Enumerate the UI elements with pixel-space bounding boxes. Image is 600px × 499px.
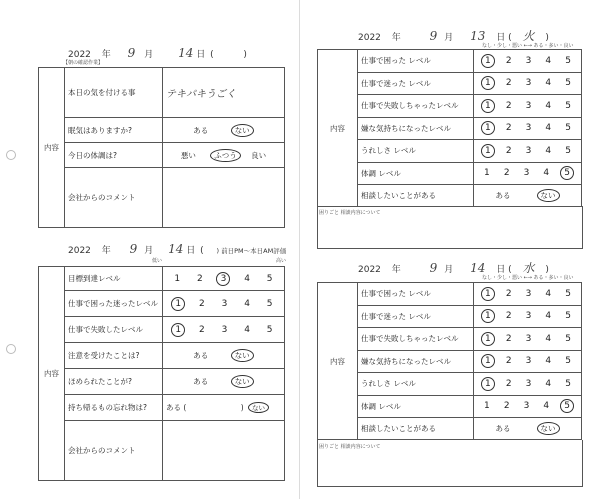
scale-low-label: 低い	[152, 258, 163, 264]
rating-option-3[interactable]: 3	[525, 100, 532, 111]
rating-row	[318, 95, 582, 118]
rating-row	[318, 50, 582, 73]
rating-option-4[interactable]: 4	[545, 356, 552, 367]
forgot-label: 持ち帰るもの忘れ物は?	[65, 395, 163, 421]
rating-option-3[interactable]: 3	[525, 78, 532, 89]
rating-label: うれしさ レベル	[358, 140, 474, 163]
comment-label: 会社からのコメント	[65, 421, 163, 481]
evening-eval-form	[38, 266, 285, 481]
left-page	[0, 0, 299, 499]
rating-option-5[interactable]: 5	[565, 100, 571, 111]
rating-option-2[interactable]: 2	[505, 288, 512, 299]
rating-label: 仕事で迷った レベル	[358, 305, 474, 328]
health-good-option[interactable]: 良い	[251, 150, 267, 160]
rating-option-1-selected[interactable]: 1	[481, 121, 495, 135]
form-side-label: 内容	[318, 283, 358, 440]
date-weekday: 水	[522, 261, 535, 275]
form-side-label: 内容	[39, 68, 65, 228]
date-month: 9	[129, 242, 138, 256]
date-year-unit: 年	[391, 33, 401, 43]
trouble-option-4[interactable]: 4	[244, 298, 250, 309]
rating-option-1-selected[interactable]: 1	[481, 309, 495, 323]
date-weekday-open: (	[508, 33, 512, 43]
rating-scale[interactable]	[474, 328, 582, 351]
rating-option-4[interactable]: 4	[545, 123, 552, 134]
rating-row	[318, 72, 582, 95]
punch-hole-bottom	[6, 344, 16, 354]
praised-no-option-selected[interactable]: ない	[231, 375, 254, 388]
rating-label: うれしさ レベル	[358, 373, 474, 396]
rating-option-5-selected[interactable]: 5	[560, 399, 574, 413]
rating-option-1-selected[interactable]: 1	[481, 54, 495, 68]
sleepy-row	[39, 118, 285, 143]
focus-label: 本日の気を付ける事	[65, 68, 163, 118]
comment-row	[39, 168, 285, 228]
warned-label: 注意を受けたことは?	[65, 343, 163, 369]
date-weekday-close: )	[545, 265, 549, 275]
rating-row	[318, 140, 582, 163]
scale-legend: なし・少し・悪い ←→ ある・多い・良い	[482, 275, 574, 281]
rating-option-3[interactable]: 3	[523, 401, 530, 412]
trouble-option-5[interactable]: 5	[266, 298, 273, 309]
rating-option-4[interactable]: 4	[545, 311, 552, 322]
rating-option-4[interactable]: 4	[545, 55, 552, 66]
goal-label: 目標到達レベル	[65, 267, 163, 291]
rating-option-1-selected[interactable]: 1	[481, 377, 495, 391]
rating-option-2[interactable]: 2	[505, 123, 512, 134]
rating-option-1-selected[interactable]: 1	[481, 76, 495, 90]
consult-row	[318, 418, 582, 440]
rating-option-2[interactable]: 2	[503, 168, 510, 179]
date-weekday-open: (	[210, 50, 214, 60]
date-year: 2022	[358, 33, 381, 43]
morning-check-form	[38, 67, 285, 228]
scale-high-label: 高い	[276, 258, 287, 264]
goal-option-4[interactable]: 4	[244, 273, 250, 284]
form2-date	[68, 242, 286, 256]
comment-area[interactable]	[163, 421, 285, 481]
goal-option-2[interactable]: 2	[197, 273, 203, 284]
rating-option-2[interactable]: 2	[505, 78, 512, 89]
rating-option-5[interactable]: 5	[565, 78, 571, 89]
rating-option-2[interactable]: 2	[505, 55, 512, 66]
rating-scale[interactable]	[474, 162, 582, 185]
rating-option-4[interactable]: 4	[545, 333, 552, 344]
consult-choice[interactable]	[474, 418, 582, 440]
consult-yes-option[interactable]: ある	[495, 191, 511, 200]
goal-row	[39, 267, 285, 291]
date-weekday-open: (	[508, 265, 512, 275]
fail-label: 仕事で失敗したレベル	[65, 317, 163, 343]
praised-yes-option[interactable]: ある	[193, 377, 209, 386]
rating-scale[interactable]	[474, 305, 582, 328]
rating-scale[interactable]	[474, 395, 582, 418]
comment-row	[39, 421, 285, 481]
goal-option-3-selected[interactable]: 3	[216, 272, 230, 286]
rating-option-1-selected[interactable]: 1	[481, 354, 495, 368]
trouble-scale[interactable]	[163, 291, 285, 317]
date-year-unit: 年	[391, 265, 401, 275]
rating-scale[interactable]	[474, 140, 582, 163]
rating-option-4[interactable]: 4	[545, 288, 552, 299]
health-bad-option[interactable]: 悪い	[180, 150, 196, 160]
warned-no-option-selected[interactable]: ない	[231, 349, 254, 362]
focus-row	[39, 68, 285, 118]
daily-report-form-13	[317, 49, 582, 207]
rating-label: 仕事で失敗しちゃったレベル	[358, 95, 474, 118]
rating-label: 嫌な気持ちになったレベル	[358, 350, 474, 373]
rating-option-3[interactable]: 3	[525, 356, 532, 367]
rating-scale[interactable]	[474, 95, 582, 118]
rating-option-1-selected[interactable]: 1	[481, 287, 495, 301]
forgot-choice[interactable]	[163, 395, 285, 421]
rating-row	[318, 328, 582, 351]
date-year-unit: 年	[101, 246, 111, 256]
rating-option-4[interactable]: 4	[545, 378, 552, 389]
date-month: 9	[429, 29, 438, 43]
consult-notes-label: 困りごと 相談内容について	[319, 444, 381, 450]
rating-option-4[interactable]: 4	[545, 145, 552, 156]
rating-scale[interactable]	[474, 50, 582, 73]
rating-option-3[interactable]: 3	[525, 333, 532, 344]
evaluation-period-note: ) 前日PM〜本日AM評価	[216, 247, 287, 255]
rating-option-5[interactable]: 5	[565, 123, 571, 134]
fail-option-3[interactable]: 3	[221, 324, 228, 335]
rating-option-2[interactable]: 2	[505, 378, 512, 389]
rating-label: 仕事で困った レベル	[358, 283, 474, 306]
rating-scale[interactable]	[474, 283, 582, 306]
rating-row	[318, 162, 582, 185]
rating-scale[interactable]	[474, 350, 582, 373]
date-year-unit: 年	[101, 50, 111, 60]
date-day: 14	[168, 242, 184, 256]
consult-label: 相談したいことがある	[358, 418, 474, 440]
rating-label: 体調 レベル	[358, 162, 474, 185]
rating-option-5[interactable]: 5	[565, 55, 571, 66]
rating-label: 体調 レベル	[358, 395, 474, 418]
rating-label: 仕事で困った レベル	[358, 50, 474, 73]
health-choice[interactable]	[163, 143, 285, 168]
rating-row	[318, 373, 582, 396]
fail-option-1-selected[interactable]: 1	[171, 323, 185, 337]
rating-row	[318, 350, 582, 373]
date-day-unit: 日	[186, 246, 196, 256]
health-normal-option-selected[interactable]: ふつう	[210, 149, 241, 162]
fail-scale[interactable]	[163, 317, 285, 343]
rating-option-5[interactable]: 5	[565, 378, 571, 389]
date-day: 13	[470, 29, 486, 43]
date-day: 14	[178, 46, 194, 60]
rating-scale[interactable]	[474, 117, 582, 140]
rating-option-3[interactable]: 3	[525, 288, 532, 299]
rating-option-4[interactable]: 4	[543, 168, 550, 179]
rating-option-1-selected[interactable]: 1	[481, 99, 495, 113]
warned-choice[interactable]	[163, 343, 285, 369]
rating-row	[318, 283, 582, 306]
trouble-row	[39, 291, 285, 317]
right-page	[301, 0, 600, 499]
rating-row	[318, 117, 582, 140]
rating-option-3[interactable]: 3	[525, 311, 532, 322]
rating-option-3[interactable]: 3	[525, 378, 532, 389]
rating-option-1-selected[interactable]: 1	[481, 144, 495, 158]
fail-option-4[interactable]: 4	[244, 324, 250, 335]
form1-date	[68, 46, 247, 60]
rating-label: 嫌な気持ちになったレベル	[358, 117, 474, 140]
date-month-unit: 月	[144, 246, 154, 256]
rating-option-1-selected[interactable]: 1	[481, 332, 495, 346]
date-month-unit: 月	[444, 265, 454, 275]
sleepy-choice[interactable]	[163, 118, 285, 143]
rating-option-3[interactable]: 3	[525, 123, 532, 134]
rating-option-3[interactable]: 3	[523, 168, 530, 179]
rating-option-5-selected[interactable]: 5	[560, 166, 574, 180]
morning-check-note: 【朝の確認作業】	[63, 60, 104, 66]
rating-option-2[interactable]: 2	[505, 145, 512, 156]
consult-row	[318, 185, 582, 207]
daily-report-form-14	[317, 282, 582, 440]
date-month: 9	[429, 261, 438, 275]
rating-option-2[interactable]: 2	[505, 356, 512, 367]
consult-label: 相談したいことがある	[358, 185, 474, 207]
sleepy-yes-option[interactable]: ある	[193, 125, 209, 135]
goal-option-5[interactable]: 5	[266, 273, 273, 284]
rating-scale[interactable]	[474, 373, 582, 396]
praised-choice[interactable]	[163, 369, 285, 395]
consult-no-option-selected[interactable]: ない	[537, 189, 560, 202]
health-label: 今日の体調は?	[65, 143, 163, 168]
praised-row	[39, 369, 285, 395]
form-side-label: 内容	[39, 267, 65, 481]
date-day: 14	[470, 261, 486, 275]
fail-option-2[interactable]: 2	[199, 324, 205, 335]
date-month-unit: 月	[144, 50, 154, 60]
rating-option-2[interactable]: 2	[505, 333, 512, 344]
rating-option-4[interactable]: 4	[545, 78, 552, 89]
rating-option-5[interactable]: 5	[565, 333, 571, 344]
date-day-unit: 日	[496, 265, 506, 275]
sleepy-label: 眠気はありますか?	[65, 118, 163, 143]
rating-option-2[interactable]: 2	[505, 100, 512, 111]
consult-yes-option[interactable]: ある	[495, 424, 511, 433]
rating-option-2[interactable]: 2	[503, 401, 510, 412]
warned-row	[39, 343, 285, 369]
consult-choice[interactable]	[474, 185, 582, 207]
comment-label: 会社からのコメント	[65, 168, 163, 228]
rating-scale[interactable]	[474, 72, 582, 95]
rating-option-1[interactable]: 1	[484, 401, 490, 412]
date-year: 2022	[68, 50, 91, 60]
comment-area[interactable]	[163, 168, 285, 228]
rating-label: 仕事で失敗しちゃったレベル	[358, 328, 474, 351]
rating-option-5[interactable]: 5	[565, 311, 571, 322]
forgot-yes-option[interactable]: ある (	[166, 403, 187, 412]
trouble-option-1-selected[interactable]: 1	[171, 297, 185, 311]
date-month-unit: 月	[444, 33, 454, 43]
punch-hole-top	[6, 150, 16, 160]
rating-option-4[interactable]: 4	[545, 100, 552, 111]
date-year: 2022	[68, 246, 91, 256]
date-day-unit: 日	[196, 50, 206, 60]
rating-option-3[interactable]: 3	[525, 145, 532, 156]
rating-option-5[interactable]: 5	[565, 145, 571, 156]
warned-yes-option[interactable]: ある	[193, 351, 209, 360]
rating-label: 仕事で迷った レベル	[358, 72, 474, 95]
date-day-unit: 日	[496, 33, 506, 43]
trouble-label: 仕事で困った迷ったレベル	[65, 291, 163, 317]
page-fold	[299, 0, 300, 499]
forgot-close-paren: )	[240, 403, 244, 412]
focus-value[interactable]	[163, 68, 285, 118]
rating-option-5[interactable]: 5	[565, 288, 571, 299]
form-side-label: 内容	[318, 50, 358, 207]
date-weekday-open: (	[200, 246, 204, 256]
goal-option-1[interactable]: 1	[174, 273, 181, 284]
date-weekday-close: )	[243, 50, 247, 60]
trouble-option-2[interactable]: 2	[199, 298, 205, 309]
date-year: 2022	[358, 265, 381, 275]
fail-row	[39, 317, 285, 343]
rating-row	[318, 395, 582, 418]
consult-no-option-selected[interactable]: ない	[537, 422, 560, 435]
praised-label: ほめられたことが?	[65, 369, 163, 395]
rating-option-5[interactable]: 5	[565, 356, 571, 367]
forgot-no-option-selected[interactable]: ない	[248, 402, 269, 413]
trouble-option-3[interactable]: 3	[221, 298, 228, 309]
consult-notes-label: 困りごと 相談内容について	[319, 210, 381, 216]
fail-option-5[interactable]: 5	[266, 324, 273, 335]
sleepy-no-option-selected[interactable]: ない	[231, 124, 254, 137]
rating-option-1[interactable]: 1	[484, 168, 490, 179]
rating-row	[318, 305, 582, 328]
forgot-row	[39, 395, 285, 421]
rating-option-2[interactable]: 2	[505, 311, 512, 322]
health-row	[39, 143, 285, 168]
scale-legend: なし・少し・悪い ←→ ある・多い・良い	[482, 43, 574, 49]
date-weekday-close: )	[545, 33, 549, 43]
date-weekday: 火	[522, 29, 535, 43]
rating-option-3[interactable]: 3	[525, 55, 532, 66]
goal-scale[interactable]	[163, 267, 285, 291]
date-month: 9	[127, 46, 136, 60]
focus-handwriting: テキパキうごく	[166, 89, 236, 100]
rating-option-4[interactable]: 4	[543, 401, 550, 412]
